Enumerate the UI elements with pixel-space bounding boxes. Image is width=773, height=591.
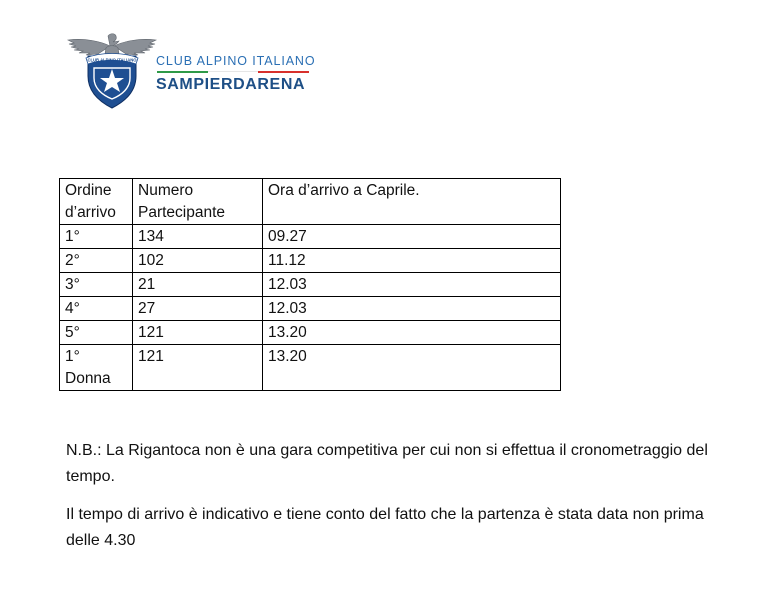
table-header-row	[60, 179, 561, 225]
table-row	[60, 321, 561, 345]
cell-order: 1°	[60, 225, 133, 249]
cell-order: 3°	[60, 273, 133, 297]
section-name: SAMPIERDARENA	[156, 76, 306, 93]
italian-flag-rule	[157, 71, 309, 73]
emblem-banner-text: CLUB ALPINO ITALIANO	[87, 57, 137, 63]
cai-eagle-emblem-icon	[66, 32, 158, 110]
header-participant-number: Numero Partecipante	[133, 179, 263, 225]
table-row	[60, 249, 561, 273]
table-row	[60, 345, 561, 391]
cell-order: 2°	[60, 249, 133, 273]
cell-time: 12.03	[263, 273, 561, 297]
header-arrival-time: Ora d’arrivo a Caprile.	[263, 179, 561, 225]
table-row	[60, 297, 561, 321]
cell-number: 134	[133, 225, 263, 249]
nb-note: N.B.: La Rigantoca non è una gara competitiva per cui non si effettua il cronometraggio del tempo.	[66, 442, 708, 485]
notes-section	[66, 438, 726, 566]
cell-number: 27	[133, 297, 263, 321]
cell-number: 121	[133, 321, 263, 345]
cell-order: 1° Donna	[60, 345, 133, 391]
club-name: CLUB ALPINO ITALIANO	[156, 54, 316, 68]
arrival-results-table	[59, 178, 561, 391]
cell-number: 21	[133, 273, 263, 297]
cell-time: 09.27	[263, 225, 561, 249]
table-row	[60, 273, 561, 297]
cell-time: 12.03	[263, 297, 561, 321]
cell-number: 121	[133, 345, 263, 391]
table-row	[60, 225, 561, 249]
cell-order: 5°	[60, 321, 133, 345]
cell-time: 13.20	[263, 345, 561, 391]
cell-time: 13.20	[263, 321, 561, 345]
arrival-time-note: Il tempo di arrivo è indicativo e tiene conto del fatto che la partenza è stata data non prima delle 4.30	[66, 506, 704, 549]
header-order: Ordine d’arrivo	[60, 179, 133, 225]
cell-number: 102	[133, 249, 263, 273]
cell-order: 4°	[60, 297, 133, 321]
cai-logo	[62, 28, 322, 112]
cell-time: 11.12	[263, 249, 561, 273]
